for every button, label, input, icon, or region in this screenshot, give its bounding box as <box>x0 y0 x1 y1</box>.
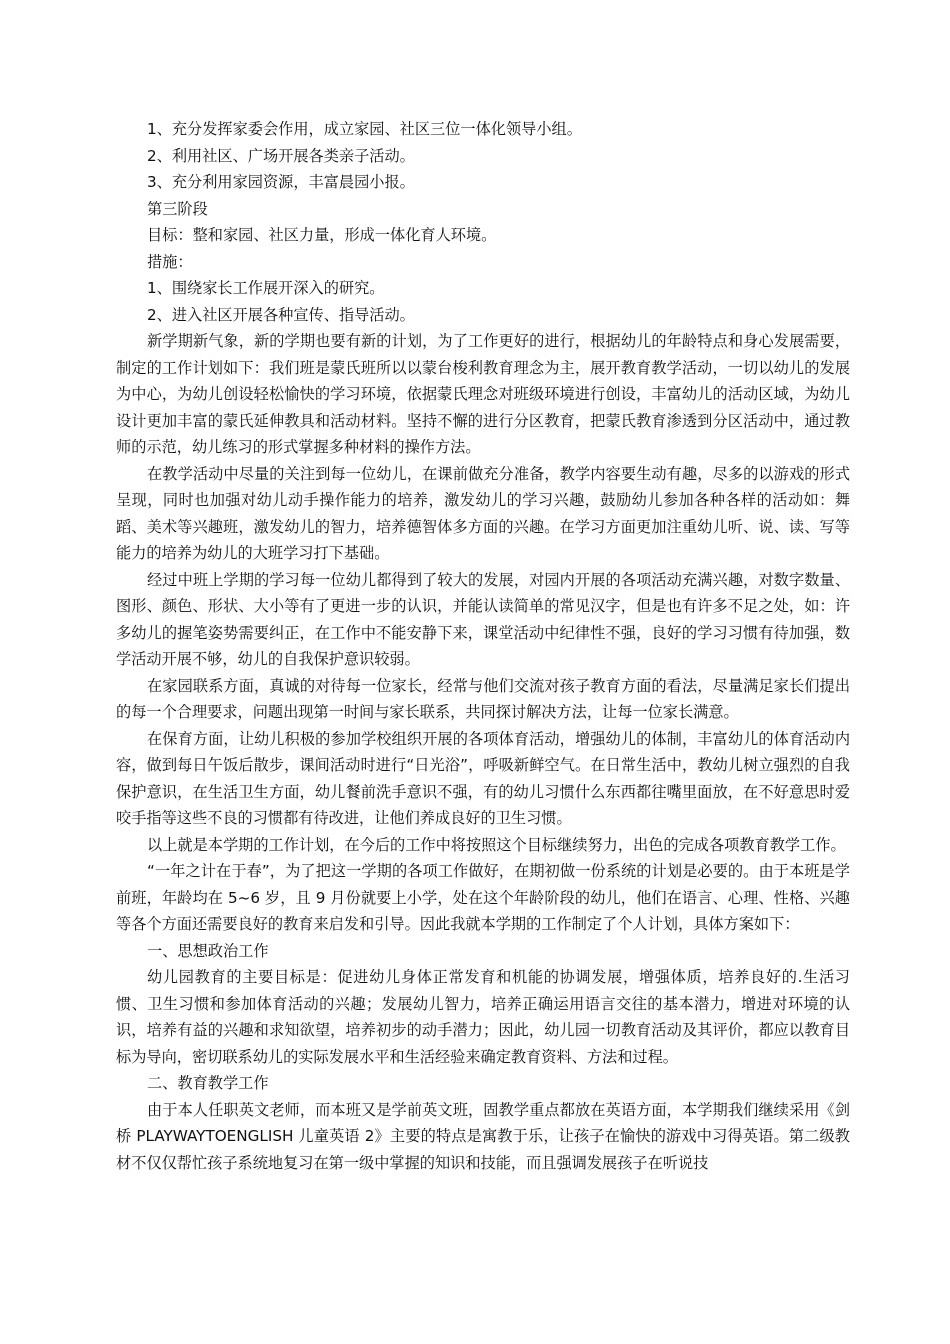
document-body <box>116 116 850 1176</box>
section-heading: 一、思想政治工作 <box>147 941 269 960</box>
paragraph: “一年之计在于春”，为了把这一学期的各项工作做好，在期初做一份系统的计划是必要的。由于本班是学前班，年龄均在 5~6 岁，且 9 月份就要上小学，处在这个年龄阶段的幼儿，他们在语言、心理、性格、兴趣等各个方面还需要良好的教育来启发和引导。因此我就本学期的工作制定了个人计划，具体方案如下： <box>116 862 850 933</box>
paragraph: 在教学活动中尽量的关注到每一位幼儿，在课前做充分准备，教学内容要生动有趣，尽多的以游戏的形式呈现，同时也加强对幼儿动手操作能力的培养，激发幼儿的学习兴趣，鼓励幼儿参加各种各样的活动如：舞蹈、美术等兴趣班，激发幼儿的智力，培养德智体多方面的兴趣。在学习方面更加注重幼儿听、说、读、写等能力的培养为幼儿的大班学习打下基础。 <box>116 464 850 562</box>
paragraph: 由于本人任职英文老师，而本班又是学前英文班，固教学重点都放在英语方面，本学期我们继续采用《剑桥 PLAYWAYTOENGLISH 儿童英语 2》主要的特点是寓教于乐，让孩子在愉快的游戏中习得英语。第二级教材不仅仅帮忙孩子系统地复习在第一级中掌握的知识和技能，而且强调发展孩子在听说技 <box>116 1100 850 1172</box>
paragraph: 2、进入社区开展各种宣传、指导活动。 <box>147 305 415 324</box>
paragraph: 2、利用社区、广场开展各类亲子活动。 <box>147 146 415 165</box>
paragraph: 3、充分利用家园资源，丰富晨园小报。 <box>147 173 415 191</box>
paragraph: 1、围绕家长工作展开深入的研究。 <box>147 279 385 297</box>
paragraph: 经过中班上学期的学习每一位幼儿都得到了较大的发展，对园内开展的各项活动充满兴趣，对数字数量、图形、颜色、形状、大小等有了更进一步的认识，并能认读简单的常见汉字，但是也有许多不足之处，如：许多幼儿的握笔姿势需要纠正，在工作中不能安静下来，课堂活动中纪律性不强，良好的学习习惯有待加强，数学活动开展不够，幼儿的自我保护意识较弱。 <box>116 570 850 668</box>
paragraph: 新学期新气象，新的学期也要有新的计划，为了工作更好的进行，根据幼儿的年龄特点和身心发展需要，制定的工作计划如下：我们班是蒙氏班所以以蒙台梭利教育理念为主，展开教育教学活动，一切以幼儿的发展为中心，为幼儿创设轻松愉快的学习环境，依据蒙氏理念对班级环境进行创设，丰富幼儿的活动区域，为幼儿设计更加丰富的蒙氏延伸教具和活动材料。坚持不懈的进行分区教育，把蒙氏教育渗透到分区活动中，通过教师的示范，幼儿练习的形式掌握多种材料的操作方法。 <box>116 332 850 456</box>
paragraph: 以上就是本学期的工作计划，在今后的工作中将按照这个目标继续努力，出色的完成各项教育教学工作。 <box>147 835 846 854</box>
paragraph: 1、充分发挥家委会作用，成立家园、社区三位一体化领导小组。 <box>147 120 582 138</box>
paragraph: 措施： <box>147 252 193 271</box>
paragraph: 在家园联系方面，真诚的对待每一位家长，经常与他们交流对孩子教育方面的看法，尽量满足家长们提出的每一个合理要求，问题出现第一时间与家长联系，共同探讨解决方法，让每一位家长满意。 <box>116 676 850 721</box>
section-heading: 第三阶段 <box>147 199 208 218</box>
paragraph: 在保育方面，让幼儿积极的参加学校组织开展的各项体育活动，增强幼儿的体制，丰富幼儿的体育活动内容，做到每日午饭后散步，课间活动时进行“日光浴”，呼吸新鲜空气。在日常生活中，教幼儿树立强烈的自我保护意识，在生活卫生方面，幼儿餐前洗手意识不强，有的幼儿习惯什么东西都往嘴里面放，在不好意思时爱咬手指等这些不良的习惯都有待改进，让他们养成良好的卫生习惯。 <box>116 729 850 827</box>
paragraph: 目标：整和家园、社区力量，形成一体化育人环境。 <box>147 226 497 244</box>
paragraph: 幼儿园教育的主要目标是：促进幼儿身体正常发育和机能的协调发展，增强体质，培养良好的.生活习惯、卫生习惯和参加体育活动的兴趣；发展幼儿智力，培养正确运用语言交往的基本潜力，增进对环境的认识，培养有益的兴趣和求知欲望，培养初步的动手潜力；因此，幼儿园一切教育活动及其评价，都应以教育目标为导向，密切联系幼儿的实际发展水平和生活经验来确定教育资料、方法和过程。 <box>116 968 850 1066</box>
section-heading: 二、教育教学工作 <box>147 1074 269 1092</box>
